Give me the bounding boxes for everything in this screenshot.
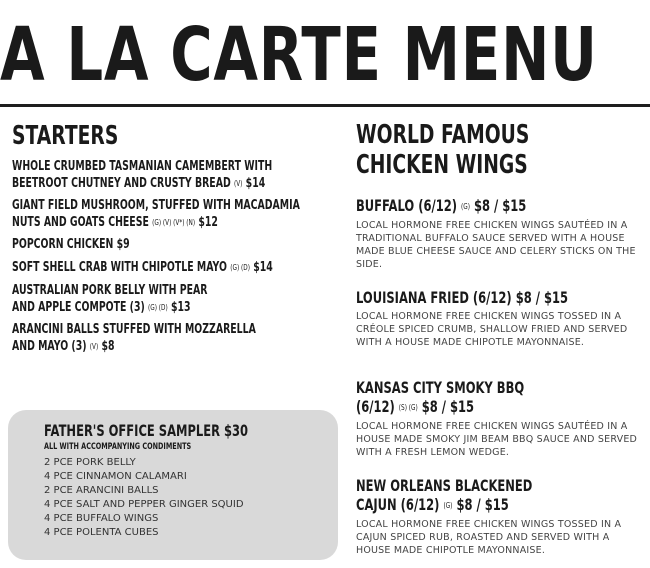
list-item: 2 PCE ARANCINI BALLS	[44, 485, 159, 496]
item-price: $14	[245, 176, 266, 191]
item-line	[12, 214, 250, 231]
wing-item-louisiana	[356, 288, 646, 349]
item-name	[356, 495, 565, 515]
item-description: LOCAL HORMONE FREE CHICKEN WINGS SAUTÉED IN A HOUSE MADE SMOKY JIM BEAM BBQ SAUCE AND SERVED WITH A FRESH LEMON WEDGE.	[356, 421, 638, 458]
item-name	[356, 397, 565, 417]
item-text: AND APPLE COMPOTE (3)	[12, 300, 145, 315]
wings-heading: WORLD FAMOUS	[356, 120, 530, 150]
wings-section	[356, 120, 646, 556]
dietary-tags: (V)	[233, 179, 243, 188]
item-line: POPCORN CHICKEN $9	[12, 237, 130, 252]
item-description: LOCAL HORMONE FREE CHICKEN WINGS SAUTÉED IN A TRADITIONAL BUFFALO SAUCE SERVED WITH A HOUSE MADE BLUE CHEESE SAUCE AND CELERY STICKS ON THE SIDE.	[356, 220, 636, 270]
item-line: AUSTRALIAN PORK BELLY WITH PEAR	[12, 283, 208, 298]
item-price: $8 / $15	[421, 397, 475, 416]
item-name: LOUISIANA FRIED (6/12) $8 / $15	[356, 288, 569, 307]
item-price: $13	[170, 300, 191, 315]
item-price: $14	[253, 260, 273, 275]
item-text: CAJUN (6/12)	[356, 495, 440, 514]
dietary-tags: (G) (V) (V*) (N)	[152, 218, 196, 227]
dietary-tags: (G) (D)	[148, 303, 168, 312]
menu-item-popcorn-chicken	[12, 236, 342, 253]
list-item: 4 PCE SALT AND PEPPER GINGER SQUID	[44, 499, 244, 510]
list-item: 2 PCE PORK BELLY	[44, 457, 136, 468]
menu-item-arancini	[12, 321, 342, 355]
sampler-box	[8, 410, 338, 560]
item-description: LOCAL HORMONE FREE CHICKEN WINGS TOSSED IN A CAJUN SPICED RUB, ROASTED AND SERVED WITH A HOUSE MADE CHIPOTLE MAYONNAISE.	[356, 519, 622, 556]
item-text: BUFFALO (6/12)	[356, 196, 457, 215]
item-text: BEETROOT CHUTNEY AND CRUSTY BREAD	[12, 176, 231, 191]
item-line: WHOLE CRUMBED TASMANIAN CAMEMBERT WITH	[12, 159, 273, 174]
item-line: ARANCINI BALLS STUFFED WITH MOZZARELLA	[12, 322, 256, 337]
wing-item-kansas-city	[356, 378, 646, 459]
dietary-tags: (G) (D)	[230, 263, 250, 272]
starters-heading: STARTERS	[12, 121, 119, 151]
title-divider	[0, 104, 650, 107]
item-name: KANSAS CITY SMOKY BBQ	[356, 378, 525, 397]
item-text: NUTS AND GOATS CHEESE	[12, 215, 149, 230]
item-line	[12, 338, 250, 355]
menu-item-soft-shell-crab	[12, 259, 342, 276]
dietary-tags: (G)	[443, 501, 453, 510]
item-name: NEW ORLEANS BLACKENED	[356, 476, 533, 495]
list-item: 4 PCE POLENTA CUBES	[44, 527, 159, 538]
item-line	[12, 259, 273, 276]
menu-item-mushroom	[12, 197, 342, 231]
menu-item-pork-belly	[12, 282, 342, 316]
item-line: GIANT FIELD MUSHROOM, STUFFED WITH MACADAMIA	[12, 198, 300, 213]
wings-heading: CHICKEN WINGS	[356, 150, 528, 180]
list-item: 4 PCE CINNAMON CALAMARI	[44, 471, 187, 482]
item-line	[12, 299, 250, 316]
page-title: A LA CARTE MENU	[0, 12, 598, 98]
sampler-heading: FATHER'S OFFICE SAMPLER $30	[44, 421, 249, 440]
item-text: AND MAYO (3)	[12, 339, 87, 354]
item-price: $12	[198, 215, 218, 230]
item-description: LOCAL HORMONE FREE CHICKEN WINGS TOSSED IN A CRÉOLE SPICED CRUMB, SHALLOW FRIED AND SERVED WITH A HOUSE MADE CHIPOTLE MAYONNAISE.	[356, 311, 628, 348]
item-name	[356, 196, 565, 216]
dietary-tags: (V)	[89, 342, 99, 351]
item-price: $8 / $15	[456, 495, 509, 514]
sampler-list	[44, 456, 244, 540]
dietary-tags: (S) (G)	[398, 403, 418, 412]
item-line	[12, 175, 266, 192]
item-price: $8	[101, 339, 115, 354]
wing-item-new-orleans	[356, 476, 646, 557]
list-item: 4 PCE BUFFALO WINGS	[44, 513, 159, 524]
wing-item-buffalo	[356, 196, 646, 271]
starters-section	[12, 122, 342, 355]
dietary-tags: (G)	[461, 202, 470, 211]
sampler-subheading: ALL WITH ACCOMPANYING CONDIMENTS	[44, 442, 192, 452]
item-price: $8 / $15	[473, 196, 527, 215]
item-text: SOFT SHELL CRAB WITH CHIPOTLE MAYO	[12, 260, 227, 275]
item-text: (6/12)	[356, 397, 395, 416]
menu-item-camembert	[12, 158, 342, 192]
